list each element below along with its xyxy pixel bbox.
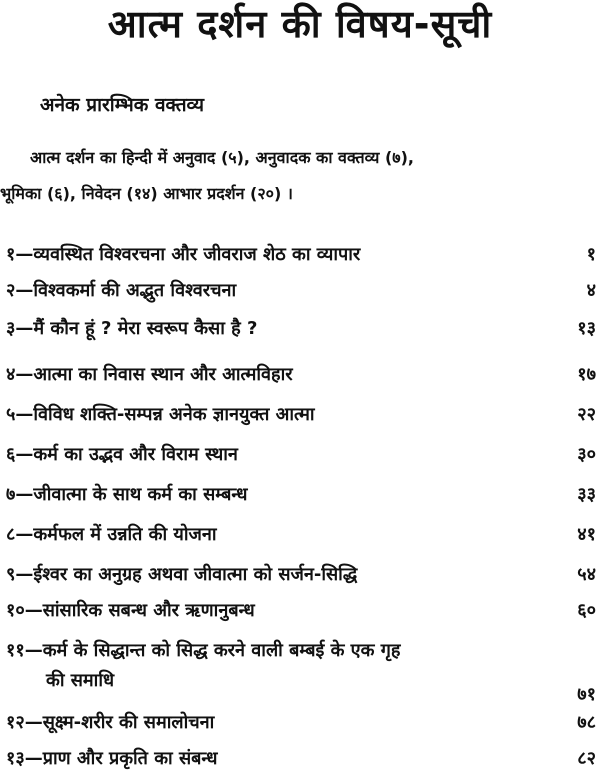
toc-entry-label: ८—कर्मफल में उन्नति की योजना [6, 524, 217, 545]
toc-entry-page: ३३ [577, 484, 596, 505]
page-title: आत्म दर्शन की विषय-सूची [107, 2, 493, 46]
toc-entry-page: ७८ [577, 712, 596, 733]
intro-heading: अनेक प्रारम्भिक वक्तव्य [40, 94, 205, 116]
toc-entry-page: ३० [577, 444, 596, 465]
toc-entry-label: ५—विविध शक्ति-सम्पन्न अनेक ज्ञानयुक्त आत्मा [6, 404, 315, 425]
intro-line-2: भूमिका (६), निवेदन (१४) आभार प्रदर्शन (२०) । [0, 184, 293, 203]
toc-entry-label: ४—आत्मा का निवास स्थान और आत्मविहार [6, 364, 293, 385]
toc-entry-page: ५४ [577, 564, 596, 585]
toc-entry-label: ३—मैं कौन हूं ? मेरा स्वरूप कैसा है ? [6, 318, 258, 339]
toc-entry-label: १२—सूक्ष्म-शरीर की समालोचना [6, 712, 215, 733]
toc-entry-label: १—व्यवस्थित विश्वरचना और जीवराज शेठ का व्यापार [6, 244, 361, 265]
toc-entry-label-line1: ११—कर्म के सिद्धान्त को सिद्ध करने वाली बम्बई के एक गृह [6, 640, 401, 661]
toc-entry-label: २—विश्वकर्मा की अद्भुत विश्वरचना [6, 280, 237, 301]
toc-entry-page: १ [586, 244, 596, 265]
toc-entry-page: ४१ [577, 524, 596, 545]
toc-entry-label: ६—कर्म का उद्भव और विराम स्थान [6, 444, 238, 465]
toc-entry-label [6, 636, 546, 696]
toc-entry-label-line2: की समाधि [46, 670, 115, 691]
toc-entry-page: १७ [577, 364, 596, 385]
toc-entry-page: ७१ [577, 684, 596, 705]
toc-entry-label: ९—ईश्वर का अनुग्रह अथवा जीवात्मा को सर्जन-सिद्धि [6, 564, 358, 585]
toc-entry-page: ६० [577, 600, 596, 621]
toc-entry-label: ७—जीवात्मा के साथ कर्म का सम्बन्ध [6, 484, 248, 505]
toc-entry-page: ८२ [577, 748, 596, 769]
toc-entry-label: १०—सांसारिक सबन्ध और ऋणानुबन्ध [6, 600, 255, 621]
toc-entry-page: २२ [577, 404, 596, 425]
toc-entry-label: १३—प्राण और प्रकृति का संबन्ध [6, 748, 218, 769]
toc-entry-page: ४ [586, 280, 596, 301]
intro-line-1: आत्म दर्शन का हिन्दी में अनुवाद (५), अनुवादक का वक्तव्य (७), [30, 148, 414, 167]
toc-entry-page: १३ [577, 318, 596, 339]
